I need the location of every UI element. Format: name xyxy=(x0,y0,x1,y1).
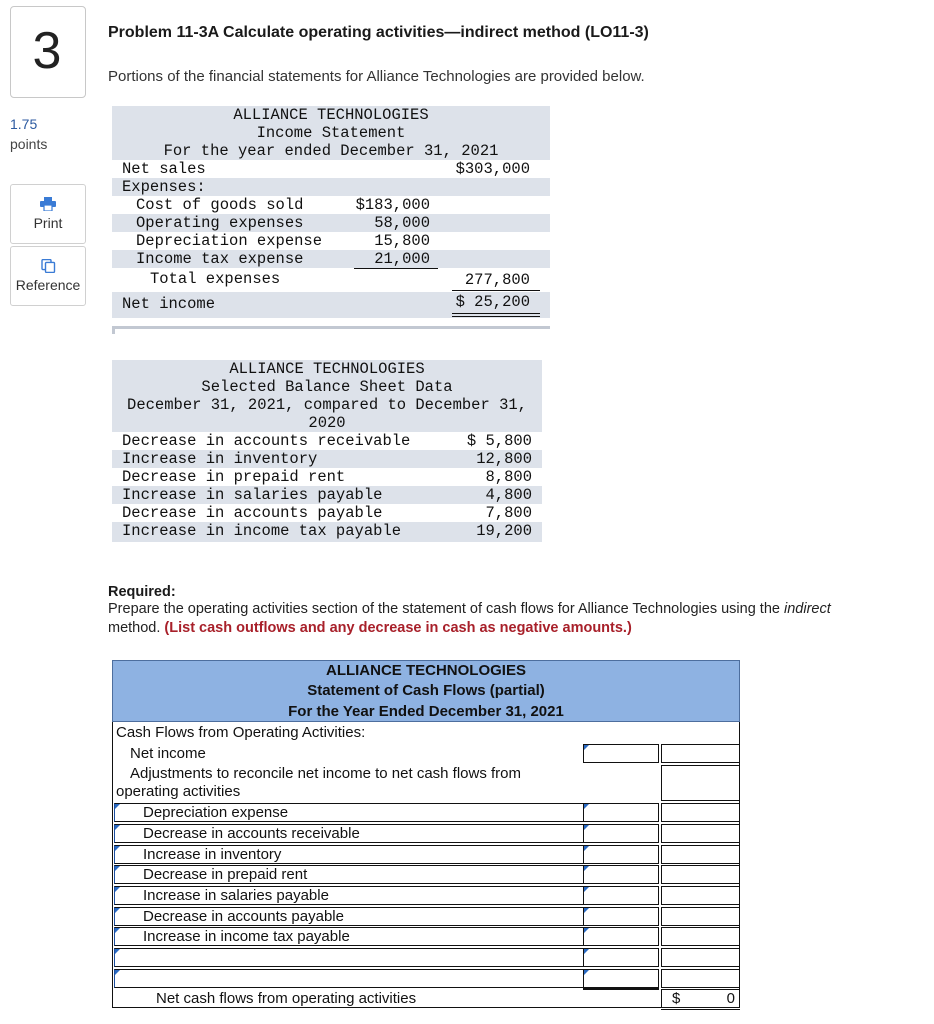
balance-company: ALLIANCE TECHNOLOGIES xyxy=(229,360,425,378)
statement-bottom-bar-edge xyxy=(112,326,115,334)
adjustment-total-cell xyxy=(661,907,740,926)
cash-flow-section-label: Cash Flows from Operating Activities: xyxy=(116,724,366,741)
input-marker xyxy=(584,970,589,975)
balance-period: December 31, 2021, compared to December 31, xyxy=(127,396,527,414)
net-cash-flows-label: Net cash flows from operating activities xyxy=(156,990,417,1007)
net-cash-flows-total-cell xyxy=(661,989,740,1008)
statement-bottom-bar xyxy=(112,326,550,329)
print-button[interactable] xyxy=(10,184,86,244)
input-marker xyxy=(584,846,589,851)
points-label: points xyxy=(10,136,48,152)
input-marker xyxy=(584,908,589,913)
balance-title: Selected Balance Sheet Data xyxy=(201,378,453,396)
required-heading: Required: xyxy=(108,584,176,600)
required-note: (List cash outflows and any decrease in cash as negative amounts.) xyxy=(164,620,632,636)
net-sales-label: Net sales xyxy=(122,160,206,178)
total-double-rule xyxy=(661,1009,740,1010)
adjustment-amount-input[interactable] xyxy=(583,845,659,864)
required-text-a: Prepare the operating activities section of the statement of cash flows for Alliance Technologies using the xyxy=(108,601,784,617)
balance-row-label: Decrease in accounts payable xyxy=(122,504,383,522)
required-text xyxy=(108,600,928,638)
points-value: 1.75 xyxy=(10,116,38,132)
total-expenses-label: Total expenses xyxy=(150,270,281,288)
net-cash-flows-total-value: 0 xyxy=(726,990,735,1007)
required-text-b: method. xyxy=(108,620,165,636)
adjustment-total-cell xyxy=(661,824,740,843)
expense-label: Depreciation expense xyxy=(136,232,323,250)
dropdown-marker xyxy=(115,866,120,871)
adjustment-amount-input[interactable] xyxy=(583,865,659,884)
blank-row-label[interactable] xyxy=(114,969,659,988)
adjustment-total-cell xyxy=(661,886,740,905)
income-statement-title: Income Statement xyxy=(256,124,406,142)
reference-button[interactable] xyxy=(10,246,86,306)
adjustment-total-cell xyxy=(661,845,740,864)
adjustment-row-label[interactable]: Increase in salaries payable xyxy=(114,886,659,905)
adjustment-amount-input[interactable] xyxy=(583,907,659,926)
expense-value: $183,000 xyxy=(355,196,430,214)
input-marker xyxy=(584,825,589,830)
adjustment-amount-input[interactable] xyxy=(583,824,659,843)
cash-flow-company: ALLIANCE TECHNOLOGIES xyxy=(325,662,526,679)
blank-total-cell xyxy=(661,969,740,988)
adjustment-total-cell xyxy=(661,927,740,946)
expense-value: 58,000 xyxy=(374,214,430,232)
balance-row-label: Decrease in accounts receivable xyxy=(122,432,411,450)
adjustments-label-line2: operating activities xyxy=(116,783,241,800)
total-rule xyxy=(583,987,659,990)
adjustment-total-cell xyxy=(661,865,740,884)
input-marker xyxy=(584,887,589,892)
net-income-value: $ 25,200 xyxy=(455,293,530,311)
blank-amount-input[interactable] xyxy=(583,948,659,967)
balance-row-label: Increase in inventory xyxy=(122,450,318,468)
balance-row-value: 19,200 xyxy=(476,522,532,540)
balance-row-label: Decrease in prepaid rent xyxy=(122,468,346,486)
subtotal-rule xyxy=(354,268,438,269)
problem-title: Problem 11-3A Calculate operating activities—indirect method (LO11-3) xyxy=(108,24,649,41)
expense-label: Income tax expense xyxy=(136,250,304,268)
cash-flow-header xyxy=(112,660,740,722)
expense-value: 21,000 xyxy=(374,250,430,268)
dropdown-marker xyxy=(115,846,120,851)
adjustment-row-label[interactable]: Decrease in accounts receivable xyxy=(114,824,659,843)
blank-amount-input[interactable] xyxy=(583,969,659,988)
print-label: Print xyxy=(33,215,63,231)
reference-label: Reference xyxy=(15,277,81,293)
cash-flow-title: Statement of Cash Flows (partial) xyxy=(307,682,545,700)
adjustment-amount-input[interactable] xyxy=(583,886,659,905)
dropdown-marker xyxy=(115,970,120,975)
printer-icon xyxy=(40,197,56,211)
dropdown-marker xyxy=(115,804,120,809)
dropdown-marker xyxy=(115,949,120,954)
balance-period-year: 2020 xyxy=(308,414,346,432)
total-expenses-value: 277,800 xyxy=(464,271,530,289)
double-rule-top xyxy=(452,313,540,314)
balance-row-label: Increase in income tax payable xyxy=(122,522,402,540)
expense-value: 15,800 xyxy=(374,232,430,250)
adjustment-total-cell xyxy=(661,803,740,822)
dropdown-marker xyxy=(115,887,120,892)
cash-flow-period: For the Year Ended December 31, 2021 xyxy=(288,702,564,720)
dropdown-marker xyxy=(115,825,120,830)
input-marker xyxy=(584,804,589,809)
double-rule-bottom xyxy=(452,316,540,317)
expense-label: Operating expenses xyxy=(136,214,304,232)
adjustment-row-label[interactable]: Decrease in prepaid rent xyxy=(114,865,659,884)
income-statement-company: ALLIANCE TECHNOLOGIES xyxy=(233,106,429,124)
balance-row-label: Increase in salaries payable xyxy=(122,486,383,504)
net-income-row-label: Net income xyxy=(130,745,206,762)
adjustments-total-cell xyxy=(661,765,740,801)
balance-row-value: 7,800 xyxy=(485,504,532,522)
expense-label: Cost of goods sold xyxy=(136,196,304,214)
blank-total-cell xyxy=(661,948,740,967)
balance-row-value: 8,800 xyxy=(485,468,532,486)
expenses-label: Expenses: xyxy=(122,178,206,196)
adjustment-row-label[interactable]: Increase in income tax payable xyxy=(114,927,659,946)
adjustment-amount-input[interactable] xyxy=(583,927,659,946)
adjustment-row-label[interactable]: Increase in inventory xyxy=(114,845,659,864)
input-marker xyxy=(584,745,589,750)
income-statement-period: For the year ended December 31, 2021 xyxy=(163,142,499,160)
currency-symbol: $ xyxy=(672,990,681,1007)
input-marker xyxy=(584,928,589,933)
adjustment-amount-input[interactable] xyxy=(583,803,659,822)
copy-icon xyxy=(40,259,56,273)
dropdown-marker xyxy=(115,928,120,933)
adjustment-row-label[interactable]: Depreciation expense xyxy=(114,803,659,822)
input-marker xyxy=(584,949,589,954)
net-sales-value: $303,000 xyxy=(455,160,530,178)
blank-row-label[interactable] xyxy=(114,948,659,967)
net-income-label: Net income xyxy=(122,295,216,313)
required-emphasis: indirect xyxy=(784,601,831,617)
total-rule xyxy=(452,290,540,291)
question-number: 3 xyxy=(32,22,62,80)
adjustment-row-label[interactable]: Decrease in accounts payable xyxy=(114,907,659,926)
adjustments-label-line1: Adjustments to reconcile net income to net cash flows from xyxy=(130,765,522,782)
net-income-total-cell xyxy=(661,744,740,763)
balance-row-value: $ 5,800 xyxy=(466,432,532,450)
balance-row-value: 4,800 xyxy=(485,486,532,504)
net-income-amount-input[interactable] xyxy=(583,744,659,763)
problem-intro: Portions of the financial statements for Alliance Technologies are provided below. xyxy=(108,68,645,85)
balance-row-value: 12,800 xyxy=(476,450,532,468)
dropdown-marker xyxy=(115,908,120,913)
input-marker xyxy=(584,866,589,871)
